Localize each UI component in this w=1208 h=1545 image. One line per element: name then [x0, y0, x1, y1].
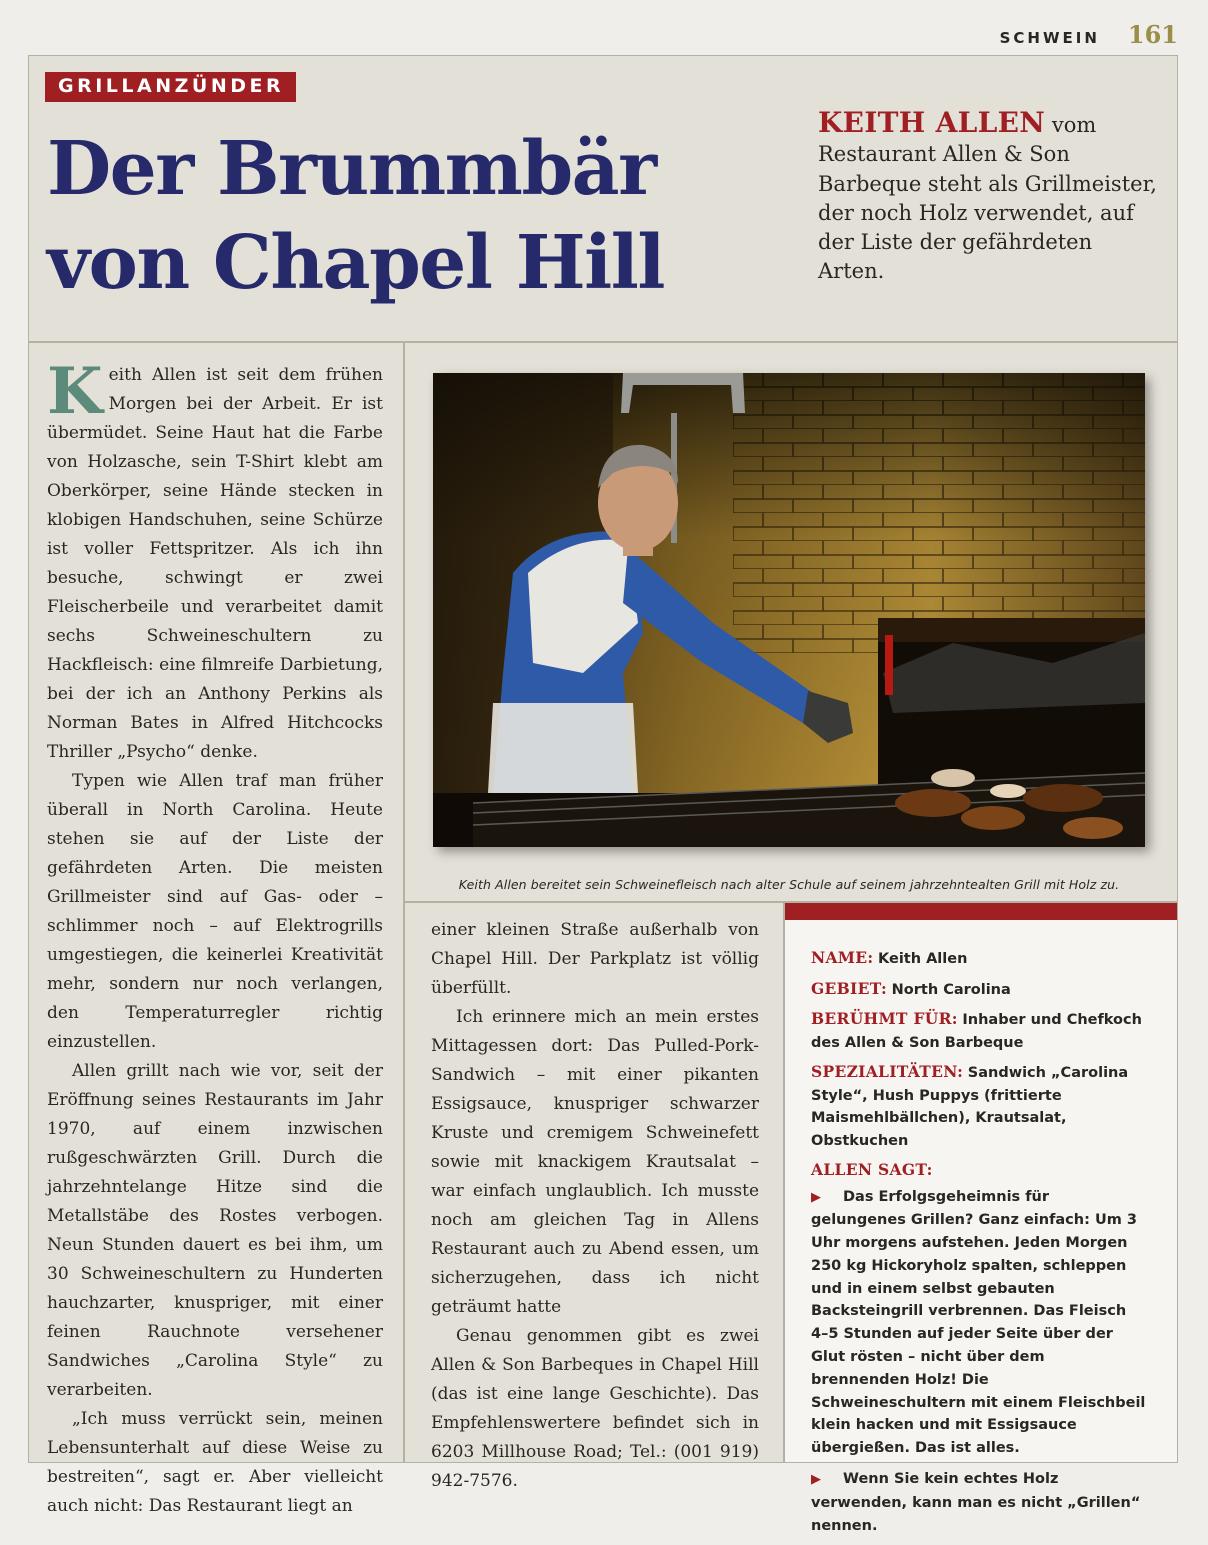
profile-specialties-row [811, 1061, 1147, 1152]
profile-region: North Carolina [891, 981, 1011, 998]
paragraph-5: einer kleinen Straße außerhalb von Chapel Hill. Der Parkplatz ist völlig überfüllt. [431, 920, 759, 998]
kicker-label: GRILLANZÜNDER [45, 72, 296, 102]
quote-1 [811, 1186, 1147, 1461]
deck-text: vom Restaurant Allen & Son Barbeque steht als Grillmeister, der noch Holz verwendet, auf der Liste der gefährdeten Arten. [818, 113, 1157, 284]
deck-name: KEITH ALLEN [818, 106, 1046, 139]
triangle-bullet-icon: ▶ [811, 1472, 821, 1488]
sidebar-accent-bar [785, 903, 1177, 920]
profile-name: Keith Allen [878, 951, 968, 967]
paragraph-4: „Ich muss verrückt sein, meinen Lebensunterhalt auf diese Weise zu bestreiten“, sagt er. Aber vielleicht auch nicht: Das Restaurant liegt an [47, 1409, 383, 1516]
headline-line-1: Der Brummbär [47, 126, 656, 212]
profile-famous: Inhaber und Chefkoch des Allen & Son Barbeque [811, 1012, 1142, 1051]
quote-2-text: Wenn Sie kein echtes Holz verwenden, kann man es nicht „Grillen“ nennen. [811, 1471, 1141, 1534]
profile-specialties-label: SPEZIALITÄTEN: [811, 1062, 964, 1081]
paragraph-1-text: eith Allen ist seit dem frühen Morgen bei der Arbeit. Er ist übermüdet. Seine Haut hat die Farbe von Holzasche, sein T-Shirt klebt am Oberkörper, seine Hände stecken in klobigen Handschuhen, seine Schürze ist voller Fettspritzer. Als ich ihn besuche, schwingt er zwei Fleischerbeile und verarbeitet damit sechs Schweineschultern zu Hackfleisch: eine filmreife Darbietung, bei der ich an Anthony Perkins als Norman Bates in Alfred Hitchcocks Thriller „Psycho“ denke. [47, 365, 383, 762]
running-head [1000, 20, 1178, 49]
paragraph-3: Allen grillt nach wie vor, seit der Eröffnung seines Restaurants im Jahr 1970, auf einem inzwischen rußgeschwärzten Grill. Durch die jahrzehntelange Hitze sind die Metallstäbe des Rostes verbogen. Neun Stunden dauert es bei ihm, um 30 Schweineschultern zu Hunderten hauchzarter, knuspriger, mit einer feinen Rauchnote versehener Sandwiches „Carolina Style“ zu verarbeiten. [47, 1061, 383, 1400]
triangle-bullet-icon: ▶ [811, 1189, 821, 1205]
profile-famous-row [811, 1008, 1147, 1054]
paragraph-1 [47, 354, 383, 767]
deck [818, 108, 1163, 287]
profile-region-label: GEBIET: [811, 978, 888, 998]
article-text-col1 [47, 354, 383, 1521]
section-name: SCHWEIN [999, 29, 1100, 47]
paragraph-7: Genau genommen gibt es zwei Allen & Son Barbeques in Chapel Hill (das ist eine lange Geschichte). Das Empfehlenswertere befindet sich in 6203 Millhouse Road; Tel.: (001 919) 942-7576. [431, 1326, 759, 1491]
article-column-2 [404, 902, 784, 1491]
article-column-1 [28, 342, 404, 1516]
profile-name-label: NAME: [811, 948, 874, 967]
photo-panel [404, 342, 1178, 902]
article-text-col2 [431, 916, 759, 1496]
profile-region-row [811, 978, 1147, 1002]
page-number: 161 [1127, 20, 1178, 49]
photo-caption: Keith Allen bereitet sein Schweinefleisch nach alter Schule auf seinem jahrzehntealten Grill mit Holz zu. [458, 877, 1120, 892]
headline-line-2: von Chapel Hill [47, 220, 665, 306]
profile-famous-label: BERÜHMT FÜR: [811, 1009, 958, 1028]
profile-box [811, 947, 1147, 1545]
profile-says-label: ALLEN SAGT: [811, 1160, 933, 1179]
profile-name-row [811, 947, 1147, 971]
profile-specialties: Sandwich „Carolina Style“, Hush Puppys (frittierte Maismehlbällchen), Krautsalat, Obstkuchen [811, 1065, 1129, 1149]
profile-sidebar [784, 902, 1178, 1534]
paragraph-6: Ich erinnere mich an mein erstes Mittagessen dort: Das Pulled-Pork-Sandwich – mit einer pikanten Essigsauce, knuspriger schwarzer Kruste und cremigem Schweinefett sowie mit knackigem Krautsalat – war einfach unglaublich. Ich musste noch am gleichen Tag in Allens Restaurant auch zu Abend essen, um sicherzugehen, dass ich nicht geträumt hatte [431, 1007, 759, 1317]
paragraph-2: Typen wie Allen traf man früher überall in North Carolina. Heute stehen sie auf der Liste der gefährdeten Arten. Die meisten Grillmeister sind auf Gas- oder – schlimmer noch – auf Elektrogrills umgestiegen, die keinerlei Kreativität mehr, sondern nur noch verlangen, den Temperaturregler richtig einzustellen. [47, 771, 383, 1052]
drop-cap: K [47, 354, 103, 429]
grill-photo [433, 373, 1145, 847]
quote-1-text: Das Erfolgsgeheimnis für gelungenes Grillen? Ganz einfach: Um 3 Uhr morgens aufstehen. Jeden Morgen 250 kg Hickoryholz spalten, schleppen und in einem selbst gebauten Backsteingrill verbrennen. Das Fleisch 4–5 Stunden auf jeder Seite über der Glut rösten – nicht über dem brennenden Holz! Die Schweineschultern mit einem Fleischbeil klein hacken und mit Essigsauce übergießen. Das ist alles. [811, 1188, 1146, 1457]
headline [47, 122, 664, 310]
quote-2 [811, 1468, 1147, 1537]
